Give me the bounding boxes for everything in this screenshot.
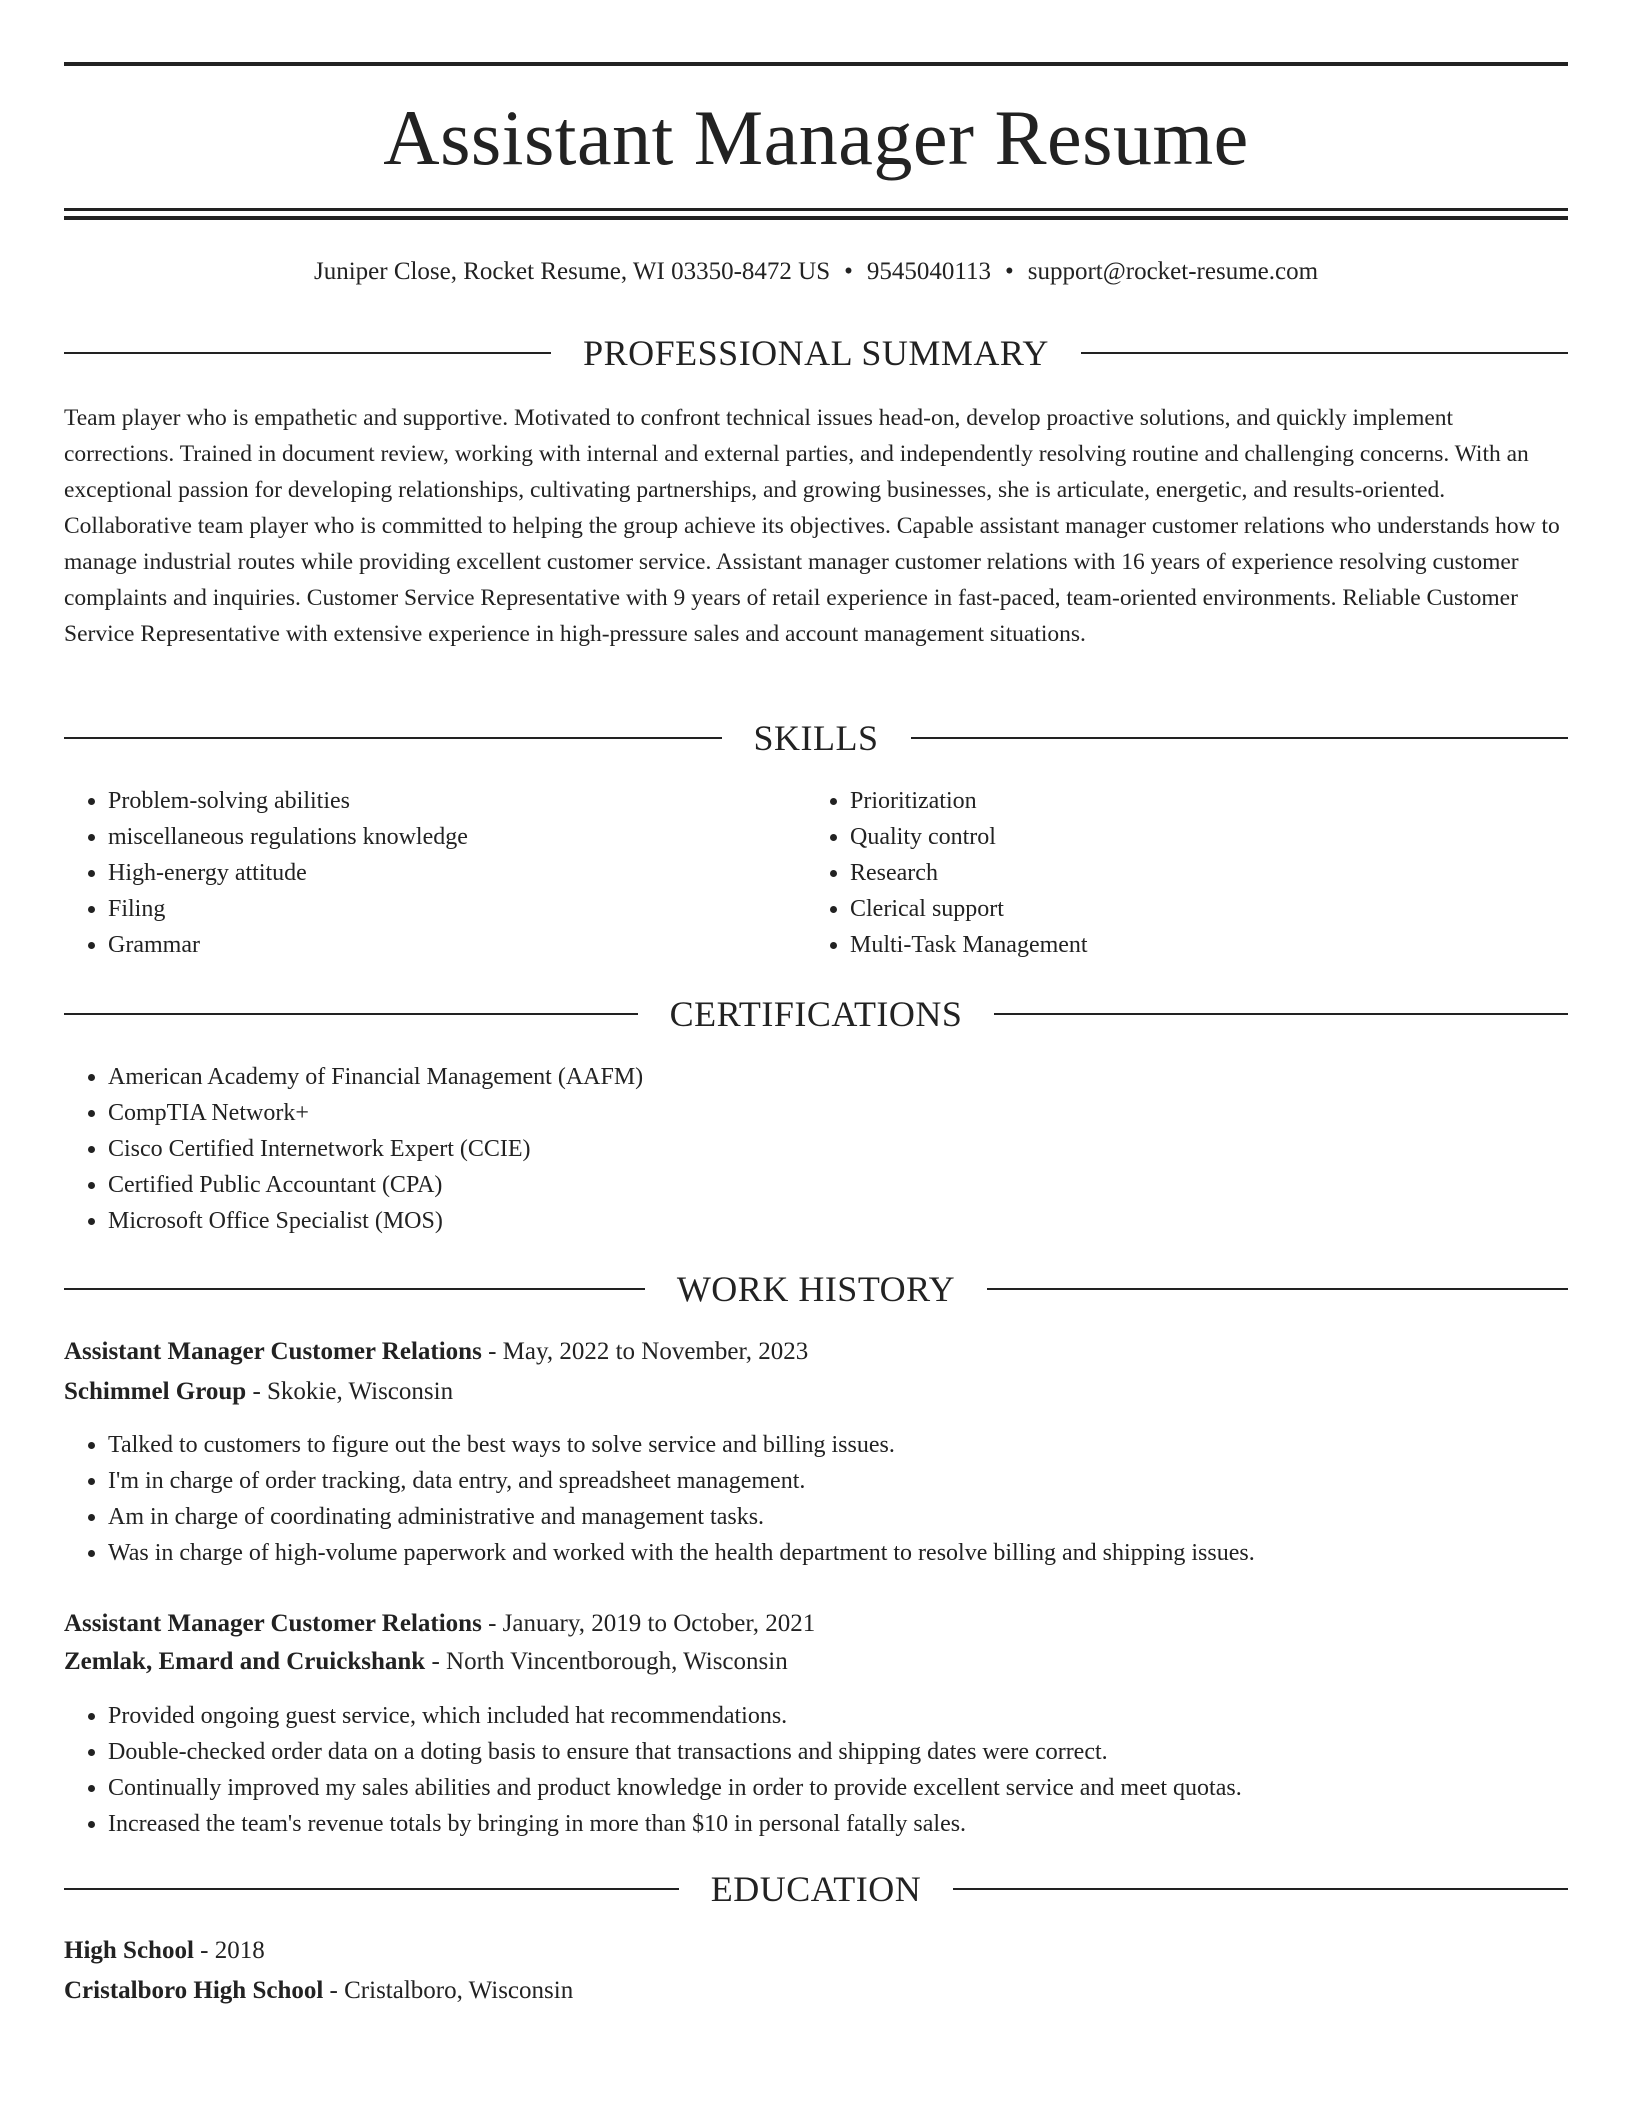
section-title: EDUCATION xyxy=(710,1869,922,1909)
email: support@rocket-resume.com xyxy=(1027,258,1319,285)
education-degree-line xyxy=(64,1933,1568,1969)
company-name: Zemlak, Emard and Cruickshank xyxy=(64,1648,426,1675)
phone: 9545040113 xyxy=(866,258,991,285)
job-duties-list xyxy=(64,1698,1548,1842)
section-heading-skills xyxy=(64,716,1568,760)
skill-item: • Problem-solving abilities xyxy=(108,783,808,819)
skill-item: • Filing xyxy=(108,891,808,927)
summary-text: Team player who is empathetic and supportive. Motivated to confront technical issues head-on, develop proactive solutions, and quickly implement corrections. Trained in document review, working with internal and external parties, and independently resolving routine and challenging concerns. With an exceptional passion for developing relationships, cultivating partnerships, and growing businesses, she is articulate, energetic, and results-oriented. Collaborative team player who is committed to helping the group achieve its objectives. Capable assistant manager customer relations who understands how to manage industrial routes while providing excellent customer service. Assistant manager customer relations with 16 years of experience resolving customer complaints and inquiries. Customer Service Representative with 9 years of retail experience in fast-paced, team-oriented environments. Reliable Customer Service Representative with extensive experience in high-pressure sales and account management situations. xyxy=(64,405,1560,647)
skill-item: • Grammar xyxy=(108,927,808,963)
address: Juniper Close, Rocket Resume, WI 03350-8472 US xyxy=(313,258,831,285)
certification-item: • CompTIA Network+ xyxy=(108,1095,1508,1131)
contact-separator: • xyxy=(1004,258,1014,285)
certification-item: • Microsoft Office Specialist (MOS) xyxy=(108,1203,1508,1239)
heading-rule xyxy=(64,1888,679,1890)
job-title-line xyxy=(64,1606,1568,1642)
skill-item: • Research xyxy=(850,855,1550,891)
section-heading-education xyxy=(64,1867,1568,1911)
graduation-year: - 2018 xyxy=(193,1937,265,1964)
section-title: WORK HISTORY xyxy=(676,1269,956,1309)
company-location: - Skokie, Wisconsin xyxy=(246,1378,454,1405)
company-location: - North Vincentborough, Wisconsin xyxy=(425,1648,788,1675)
job-company-line xyxy=(64,1644,1568,1680)
education-school-line xyxy=(64,1973,1568,2009)
heading-rule xyxy=(911,737,1569,739)
job-duty-item: • Double-checked order data on a doting basis to ensure that transactions and shipping dates were correct. xyxy=(108,1734,1548,1770)
top-rule xyxy=(64,62,1568,66)
section-heading-work-history xyxy=(64,1267,1568,1311)
degree: High School xyxy=(64,1937,194,1964)
job-title-line xyxy=(64,1334,1568,1370)
heading-rule xyxy=(64,737,722,739)
section-title: CERTIFICATIONS xyxy=(669,994,963,1034)
skill-item: • miscellaneous regulations knowledge xyxy=(108,819,808,855)
job-duties-list xyxy=(64,1427,1548,1571)
certification-item: • Certified Public Accountant (CPA) xyxy=(108,1167,1508,1203)
skill-item: • Clerical support xyxy=(850,891,1550,927)
company-name: Schimmel Group xyxy=(64,1378,247,1405)
certification-item: • Cisco Certified Internetwork Expert (CCIE) xyxy=(108,1131,1508,1167)
heading-rule xyxy=(64,1013,638,1015)
contact-line xyxy=(64,254,1568,290)
job-duty-item: • Provided ongoing guest service, which included hat recommendations. xyxy=(108,1698,1548,1734)
contact-separator: • xyxy=(844,258,853,285)
skill-item: • Quality control xyxy=(850,819,1550,855)
heading-rule xyxy=(64,352,551,354)
certifications-list xyxy=(64,1059,1508,1239)
job-title: Assistant Manager Customer Relations xyxy=(64,1610,482,1637)
job-dates: - January, 2019 to October, 2021 xyxy=(481,1610,816,1637)
school-location: - Cristalboro, Wisconsin xyxy=(323,1977,574,2004)
heading-rule xyxy=(987,1288,1568,1290)
section-heading-summary xyxy=(64,331,1568,375)
section-title: PROFESSIONAL SUMMARY xyxy=(583,333,1049,373)
job-title: Assistant Manager Customer Relations xyxy=(64,1338,482,1365)
job-duty-item: • Was in charge of high-volume paperwork and worked with the health department to resolve billing and shipping issues. xyxy=(108,1535,1548,1571)
job-dates: - May, 2022 to November, 2023 xyxy=(481,1338,809,1365)
heading-rule xyxy=(64,1288,645,1290)
job-duty-item: • Continually improved my sales abilities and product knowledge in order to provide excellent service and meet quotas. xyxy=(108,1770,1548,1806)
skills-list-right xyxy=(806,783,1550,963)
job-duty-item: • I'm in charge of order tracking, data entry, and spreadsheet management. xyxy=(108,1463,1548,1499)
skill-item: • Prioritization xyxy=(850,783,1550,819)
heading-rule xyxy=(994,1013,1568,1015)
heading-rule xyxy=(953,1888,1568,1890)
job-duty-item: • Increased the team's revenue totals by bringing in more than $10 in personal fatally sales. xyxy=(108,1806,1548,1842)
skill-item: • Multi-Task Management xyxy=(850,927,1550,963)
skills-list-left xyxy=(64,783,808,963)
section-title: SKILLS xyxy=(753,718,879,758)
skill-item: • High-energy attitude xyxy=(108,855,808,891)
job-duty-item: • Talked to customers to figure out the best ways to solve service and billing issues. xyxy=(108,1427,1548,1463)
page-title: Assistant Manager Resume xyxy=(383,94,1249,181)
job-company-line xyxy=(64,1374,1568,1410)
school-name: Cristalboro High School xyxy=(64,1977,324,2004)
job-duty-item: • Am in charge of coordinating administrative and management tasks. xyxy=(108,1499,1548,1535)
section-heading-certifications xyxy=(64,992,1568,1036)
certification-item: • American Academy of Financial Management (AAFM) xyxy=(108,1059,1508,1095)
title-double-rule xyxy=(64,208,1568,220)
heading-rule xyxy=(1081,352,1568,354)
